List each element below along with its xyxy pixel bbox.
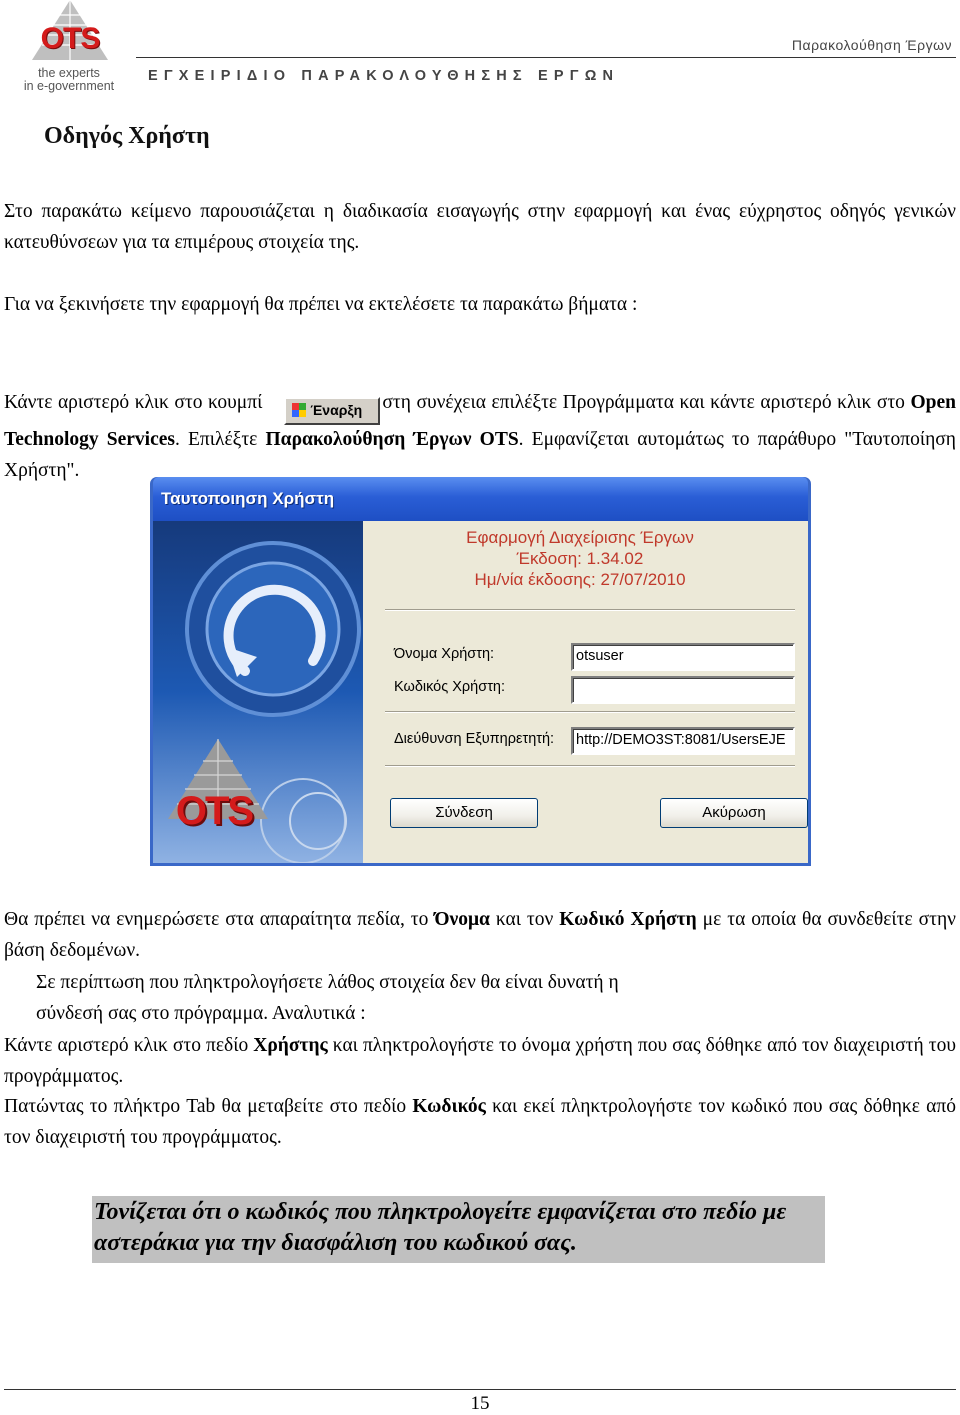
start-button-label: Έναρξη <box>310 402 363 418</box>
highlight-note: Τονίζεται ότι ο κωδικός που πληκτρολογείτε εμφανίζεται στο πεδίο με αστεράκια για την διασφάλιση του κωδικού σας. <box>92 1196 825 1263</box>
manual-subtitle: ΕΓΧΕΙΡΙΔΙΟ ΠΑΡΑΚΟΛΟΥΘΗΣΗΣ ΕΡΓΩΝ <box>148 68 620 84</box>
group-divider <box>385 711 795 713</box>
bold-text: Κωδικό Χρήστη <box>559 909 697 930</box>
server-address-label: Διεύθυνση Εξυπηρετητή: <box>394 731 555 747</box>
group-divider <box>385 609 795 611</box>
dialog-title: Ταυτοποιηση Χρήστη <box>153 477 808 521</box>
username-instructions <box>4 1031 956 1092</box>
running-header-title: Παρακολούθηση Έργων <box>791 37 952 53</box>
release-date: Ημ/νία έκδοσης: 27/07/2010 <box>474 570 686 589</box>
bold-text: Χρήστης <box>253 1035 328 1056</box>
bold-text: Παρακολούθηση Έργων OTS <box>265 429 519 450</box>
footer-divider <box>4 1389 956 1390</box>
intro-paragraph: Στο παρακάτω κείμενο παρουσιάζεται η διαδικασία εισαγωγής στην εφαρμογή και ένας εύχρηστος οδηγός γενικών κατευθύνσεων για τα επιμέρους στοιχεία της. <box>4 201 956 253</box>
text-run: και εκεί πληκτρολογήστε τον κωδικό που σας δόθηκε από τον διαχειριστή του προγράμματος. <box>4 1096 956 1148</box>
dialog-logo-wordmark: OTS <box>175 789 253 833</box>
header-divider <box>136 57 956 58</box>
login-dialog <box>150 477 811 866</box>
text-run: . Εμφανίζεται αυτομάτως το παράθυρο "Ταυτοποίηση Χρήστη". <box>4 429 957 481</box>
server-address-field[interactable]: http://DEMO3ST:8081/UsersEJE <box>571 727 795 755</box>
text-run: στη συνέχεια επιλέξτε Προγράμματα και κάντε αριστερό κλικ στο <box>382 392 911 413</box>
app-name: Εφαρμογή Διαχείρισης Έργων <box>466 528 694 547</box>
text-run: Κάντε αριστερό κλικ στο πεδίο <box>4 1035 254 1056</box>
app-version: Έκδοση: 1.34.02 <box>516 549 644 568</box>
logo-wordmark: OTS <box>40 22 100 55</box>
bold-text: Open Technology Services <box>4 392 956 450</box>
login-button[interactable]: Σύνδεση <box>390 798 538 828</box>
bold-text: Όνομα <box>434 909 490 930</box>
username-label: Όνομα Χρήστη: <box>394 646 495 662</box>
error-line: σύνδεσή σας στο πρόγραμμα. Αναλυτικά : <box>36 1003 366 1024</box>
password-label: Κωδικός Χρήστη: <box>394 679 506 695</box>
launch-instructions <box>4 388 956 486</box>
dialog-artwork <box>153 521 363 863</box>
password-instructions <box>4 1092 956 1153</box>
page-title: Οδηγός Χρήστη <box>44 123 210 149</box>
start-steps-paragraph: Για να ξεκινήσετε την εφαρμογή θα πρέπει να εκτελέσετε τα παρακάτω βήματα : <box>4 294 638 315</box>
username-field[interactable]: otsuser <box>571 643 795 671</box>
text-run: Κάντε αριστερό κλικ στο κουμπί <box>4 392 263 413</box>
page-number: 15 <box>470 1393 490 1414</box>
text-run: Θα πρέπει να ενημερώσετε στα απαραίτητα πεδία, το <box>4 909 435 930</box>
text-run: με τα οποία θα συνδεθείτε στην βάση δεδομένων. <box>4 909 956 961</box>
text-run: και πληκτρολογήστε το όνομα χρήστη που σας δόθηκε από τον διαχειριστή του προγράμματος. <box>4 1035 956 1087</box>
error-line: Σε περίπτωση που πληκτρολογήσετε λάθος στοιχεία δεν θα είναι δυνατή η <box>36 972 619 993</box>
group-divider <box>385 765 795 767</box>
fields-paragraph <box>4 905 956 966</box>
ots-logo <box>2 0 136 96</box>
windows-flag-icon <box>292 403 306 417</box>
app-info <box>375 527 785 590</box>
cancel-button[interactable]: Ακύρωση <box>660 798 808 828</box>
bold-text: Κωδικός <box>412 1096 486 1117</box>
start-button-image <box>284 397 380 425</box>
password-field[interactable] <box>571 676 795 704</box>
logo-tagline: in e-government <box>23 79 115 93</box>
text-run: και τον <box>489 909 560 930</box>
dialog-body <box>153 521 808 863</box>
text-run: Πατώντας το πλήκτρο Tab θα μεταβείτε στο πεδίο <box>4 1096 413 1117</box>
logo-tagline: the experts <box>38 66 100 80</box>
text-run: . Επιλέξτε <box>175 429 266 450</box>
